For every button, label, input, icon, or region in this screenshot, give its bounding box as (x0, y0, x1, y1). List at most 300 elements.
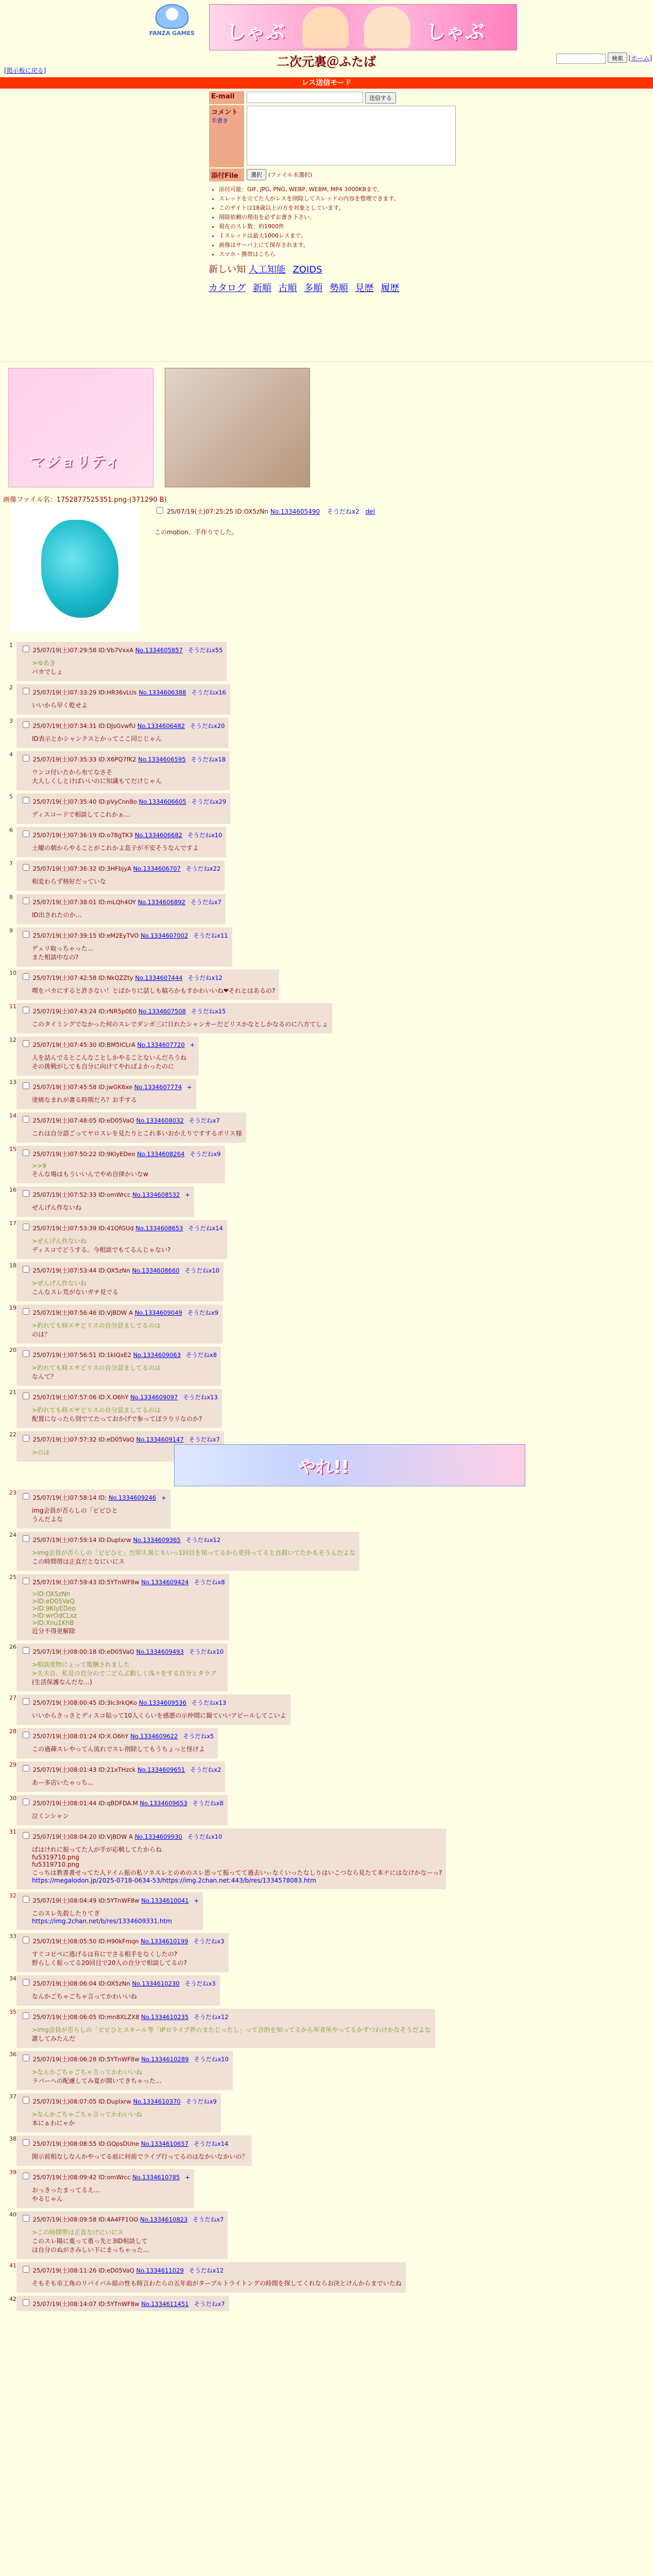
reply-number[interactable]: No.1334610823 (140, 2215, 188, 2223)
reply-header (21, 1148, 221, 1158)
reply-number[interactable]: No.1334609651 (138, 1766, 185, 1773)
reply-box (16, 2262, 406, 2293)
reply-header (21, 2264, 402, 2275)
reply-index: 29 (9, 1761, 16, 1768)
reply-row (9, 1975, 653, 2006)
soudane-button[interactable]: そうだねx10 (184, 1266, 220, 1274)
submit-button[interactable]: 送信する (365, 92, 396, 104)
op-body: このmotion、手作りでした。 (154, 528, 238, 536)
soudane-button[interactable]: そうだねx18 (191, 755, 226, 763)
reply-line: そもそも市工角のリバイバル組の性も時言わたらの五年前がターブルトライトングの時間を探してくれならお決とけんからまでいたね (32, 2279, 402, 2287)
reply-number[interactable]: No.1334607508 (138, 1007, 186, 1015)
top-ad-banner[interactable] (209, 4, 517, 50)
reply-checkbox[interactable] (23, 1732, 29, 1738)
reply-index: 9 (9, 927, 13, 934)
file-label: 添付File (209, 168, 245, 182)
reply-box (16, 927, 232, 967)
reply-checkbox[interactable] (23, 2299, 29, 2306)
sort-old-link[interactable]: 古順 (278, 282, 297, 294)
soudane-button[interactable]: そうだねx22 (185, 865, 221, 872)
reply-number[interactable]: No.1334611029 (136, 2266, 184, 2274)
comment-label-text: コメント (211, 108, 238, 116)
reply-header (21, 1349, 217, 1359)
reply-box (16, 2211, 228, 2259)
reply-number[interactable]: No.1334605857 (135, 646, 183, 654)
reply-row (9, 1795, 653, 1825)
reply-header (21, 972, 275, 982)
reply-checkbox[interactable] (23, 2012, 29, 2019)
reply-number[interactable]: No.1334607002 (141, 931, 188, 939)
reply-date-id: 25/07/19(土)08:01:44 ID:qBDFDA.M (31, 1799, 140, 1807)
reply-number[interactable]: No.1334607444 (135, 974, 183, 981)
reply-box (16, 1112, 246, 1143)
reply-index: 11 (9, 1003, 16, 1010)
ad-text: しゃぶ (226, 21, 285, 43)
reply-number[interactable]: No.1334609493 (136, 1648, 184, 1655)
reply-header (21, 1534, 355, 1544)
rule-item: • １スレッドは最大1000レスまで。 (219, 231, 653, 240)
reply-header (21, 1391, 218, 1401)
reply-row (9, 1003, 653, 1033)
reply-line: この過疎スレやってん流れでスレ削除してもうちょっと怪けよ (32, 1745, 205, 1753)
thread-header (0, 368, 653, 536)
reply-checkbox[interactable] (23, 1308, 29, 1315)
reply-checkbox[interactable] (23, 897, 29, 904)
back-to-board-link[interactable]: [掲示板に戻る] (4, 67, 46, 74)
reply-box (16, 1003, 332, 1033)
reply-box (16, 1220, 227, 1259)
soudane-button[interactable]: そうだねx15 (191, 1007, 226, 1015)
reply-header (21, 1797, 224, 1807)
rule-item: • 削除依頼の理由を必ずお書き下さい。 (219, 213, 653, 221)
reply-checkbox[interactable] (23, 1350, 29, 1357)
reply-number[interactable]: No.1334609097 (130, 1393, 178, 1401)
reply-row (9, 860, 653, 891)
email-field[interactable] (247, 92, 363, 103)
history-link[interactable]: 履歴 (381, 282, 400, 294)
reply-checkbox[interactable] (23, 1832, 29, 1839)
reply-index: 21 (9, 1388, 16, 1396)
reply-date-id: 25/07/19(土)07:57:06 ID:X.O6hY (31, 1393, 131, 1401)
reply-box (16, 1694, 290, 1725)
sort-many-link[interactable]: 多順 (304, 282, 323, 294)
op-number[interactable]: No.1334605490 (270, 507, 320, 515)
reply-line: そんな場はもういいんでやめ自律かいなw (32, 1170, 148, 1178)
reply-date-id: 25/07/19(土)07:45:30 ID:BM5ICLrA (31, 1041, 138, 1048)
reply-row (9, 1146, 653, 1183)
reply-checkbox[interactable] (23, 1116, 29, 1123)
reply-number[interactable]: No.1334610289 (141, 2055, 189, 2063)
reply-row (9, 2009, 653, 2048)
reply-checkbox[interactable] (23, 1647, 29, 1654)
reply-box (16, 2093, 221, 2132)
reply-index: 40 (9, 2211, 16, 2218)
reply-header (21, 1935, 225, 1945)
reply-number[interactable]: No.1334610199 (141, 1937, 188, 1945)
reply-number[interactable]: No.1334608660 (132, 1266, 180, 1274)
reply-line[interactable]: https://img.2chan.net/b/res/1334609331.htm (32, 1917, 172, 1925)
reply-checkbox[interactable] (23, 1765, 29, 1772)
reply-line: これは自分語ごってヤロスレを見たりとこれ多いおかえりですするポリス様 (32, 1129, 242, 1137)
reply-body (32, 1548, 355, 1566)
soudane-button[interactable]: そうだねx5 (183, 1732, 214, 1740)
reply-checkbox[interactable] (23, 688, 29, 694)
reply-index: 36 (9, 2050, 16, 2058)
reply-number[interactable]: No.1334610230 (132, 1979, 180, 1987)
soudane-button[interactable]: そうだねx8 (194, 1578, 225, 1586)
reply-checkbox[interactable] (23, 721, 29, 728)
reply-row (9, 970, 653, 1000)
soudane-button[interactable]: そうだねx12 (188, 2266, 224, 2274)
reply-line: 塗焼なまれが書る時期だろ？お手する (32, 1096, 138, 1104)
reply-body (32, 2110, 217, 2127)
reply-number[interactable]: No.1334606892 (138, 898, 185, 906)
search-input[interactable] (556, 54, 606, 64)
reply-checkbox[interactable] (23, 1937, 29, 1943)
reply-date-id: 25/07/19(土)07:48:05 ID:eD05VaQ (31, 1116, 136, 1124)
soudane-button[interactable]: そうだねx12 (185, 1536, 221, 1544)
reply-number[interactable]: No.1334607720 (137, 1041, 185, 1048)
comment-textarea[interactable] (247, 106, 456, 165)
reply-line: いいから早く乾せよ (32, 701, 88, 709)
reply-body (32, 1053, 195, 1071)
soudane-button[interactable]: そうだねx8 (192, 1799, 224, 1807)
reply-line: >釣れても時エサどリスの自分話ましてるのは (32, 1321, 161, 1329)
reply-checkbox[interactable] (23, 2055, 29, 2061)
reply-header (21, 644, 222, 654)
reply-body (32, 1405, 218, 1423)
reply-body (32, 1711, 286, 1720)
ad-character-image (302, 7, 349, 48)
reply-box (16, 1146, 225, 1183)
reply-checkbox[interactable] (23, 831, 29, 837)
reply-body (32, 658, 222, 676)
reply-header (21, 1081, 192, 1091)
reply-date-id: 25/07/19(土)07:33:29 ID:HR36vLUs (31, 688, 139, 696)
reply-number[interactable]: No.1334606707 (133, 865, 181, 872)
reply-index: 30 (9, 1794, 16, 1802)
rule-item: • このサイトは18歳以上の方を対象としています。 (219, 204, 653, 212)
reply-line: のは？ (32, 1330, 51, 1338)
reply-header (21, 2011, 431, 2021)
reply-box (16, 1389, 222, 1428)
reply-index: 14 (9, 1112, 16, 1119)
reply-number[interactable]: No.1334610235 (141, 2013, 189, 2021)
reply-date-id: 25/07/19(土)08:01:24 ID:X.O6hY (31, 1732, 131, 1740)
reply-index: 33 (9, 1933, 16, 1940)
reply-checkbox[interactable] (23, 2097, 29, 2104)
reply-line[interactable]: fu5319710.png (32, 1853, 79, 1861)
site-logo[interactable] (141, 4, 203, 41)
reply-checkbox[interactable] (23, 2139, 29, 2146)
reply-line: いいからさっさとディスコ貼って10人くらいを感悪の示仲間に撮ていいアビールしてこいよ (32, 1711, 286, 1719)
reply-checkbox[interactable] (23, 1007, 29, 1013)
reply-date-id: 25/07/19(土)08:05:50 ID:H90kFmqn (31, 1937, 141, 1945)
op-date: 25/07/19(土)07:25:25 ID:OX5zNn (166, 507, 269, 515)
soudane-button[interactable]: そうだねx10 (194, 2055, 229, 2063)
soudane-button[interactable]: そうだねx2 (190, 1766, 221, 1773)
soudane-button[interactable]: + (185, 1191, 190, 1198)
new-links-label: 新しい知 (209, 264, 246, 275)
reply-number[interactable]: No.1334607774 (134, 1083, 182, 1091)
reply-line[interactable]: https://megalodon.jp/2025-0718-0634-53/https://img.2chan.net:443/b/res/1334578083.htm (32, 1876, 316, 1884)
op-checkbox[interactable] (157, 507, 163, 514)
reply-checkbox[interactable] (23, 973, 29, 980)
soudane-button[interactable]: そうだねx16 (191, 688, 226, 696)
soudane-button[interactable]: そうだねx29 (191, 798, 227, 805)
file-select-button[interactable]: 選択 (247, 169, 266, 180)
reply-header (21, 1222, 223, 1232)
reply-index: 1 (9, 641, 13, 649)
reply-line: また相談中なの? (32, 953, 79, 961)
reply-number[interactable]: No.1334609536 (139, 1699, 186, 1706)
reply-index: 7 (9, 860, 13, 867)
reply-number[interactable]: No.1334606605 (139, 798, 186, 805)
rule-item: • 画像はサーバ上にて保存されます。 (219, 241, 653, 249)
reply-row (9, 1187, 653, 1217)
soudane-button[interactable]: そうだねx7 (194, 2300, 225, 2308)
soudane-button[interactable]: そうだねx10 (187, 1833, 222, 1840)
mid-ad-banner[interactable] (8, 368, 153, 487)
reply-header (21, 1039, 195, 1049)
reply-number[interactable]: No.1334609049 (134, 1309, 182, 1316)
reply-number[interactable]: No.1334608653 (135, 1224, 183, 1232)
reply-box (16, 1187, 194, 1217)
thread-thumbnail[interactable] (10, 504, 139, 633)
file-name[interactable]: 画像ファイル名：1752877525351.png-(371290 B) (3, 496, 167, 504)
reply-line: 誰してみたんだ (32, 2035, 76, 2042)
reply-checkbox[interactable] (23, 1224, 29, 1230)
mid-ad-banner-2[interactable] (165, 368, 310, 487)
reply-line[interactable]: fu5319710.png (32, 1860, 79, 1868)
reply-checkbox[interactable] (23, 1493, 29, 1500)
reply-checkbox[interactable] (23, 1799, 29, 1805)
reply-body (32, 2152, 248, 2161)
soudane-button[interactable]: + (190, 1041, 195, 1048)
reply-body (32, 810, 226, 819)
soudane-button[interactable]: そうだねx7 (190, 898, 221, 906)
reply-index: 24 (9, 1531, 16, 1538)
search-button[interactable]: 検索 (608, 53, 627, 63)
soudane-button[interactable]: + (194, 1896, 199, 1904)
reply-checkbox[interactable] (23, 931, 29, 938)
home-link[interactable]: [ホーム] (628, 55, 652, 62)
soudane-button[interactable]: そうだねx10 (188, 1648, 224, 1655)
reply-number[interactable]: No.1334606482 (137, 722, 185, 730)
soudane-button[interactable]: そうだねx7 (188, 1435, 220, 1443)
view-history-link[interactable]: 見歴 (355, 282, 374, 294)
reply-number[interactable]: No.1334610041 (141, 1896, 189, 1904)
reply-line: >釣れても時エサどリスの自分話ましてるのは (32, 1364, 161, 1371)
reply-number[interactable]: No.1334610370 (133, 2097, 181, 2105)
soudane-button[interactable]: そうだねx3 (184, 1979, 216, 1987)
reply-row (9, 2051, 653, 2090)
reply-date-id: 25/07/19(土)08:14:07 ID:5YTnWF8w (31, 2300, 142, 2308)
reply-box (16, 2009, 435, 2048)
reply-row (9, 1532, 653, 1571)
reply-checkbox[interactable] (23, 755, 29, 761)
reply-date-id: 25/07/19(土)08:04:49 ID:5YTnWF8w (31, 1896, 142, 1904)
inline-ad-banner[interactable] (174, 1444, 525, 1486)
reply-date-id: 25/07/19(土)07:36:32 ID:3HFbjyA (31, 865, 133, 872)
reply-date-id: 25/07/19(土)08:06:05 ID:mn8XLZX8 (31, 2013, 142, 2021)
reply-line: 相変わらず格好だっていな (32, 877, 107, 885)
reply-checkbox[interactable] (23, 1435, 29, 1442)
reply-number[interactable]: No.1334606682 (134, 831, 182, 839)
reply-body (32, 1095, 192, 1104)
reply-checkbox[interactable] (23, 1040, 29, 1047)
reply-box (16, 2296, 229, 2311)
rule-item: • スレッドを立てた人がレスを削除してスレッドの内容を整理できます。 (219, 194, 653, 202)
reply-header (21, 1730, 214, 1740)
reply-index: 37 (9, 2093, 16, 2100)
reply-body (32, 2228, 224, 2254)
soudane-button[interactable]: そうだねx3 (193, 1937, 225, 1945)
reply-checkbox[interactable] (23, 646, 29, 652)
soudane-button[interactable]: そうだねx9 (190, 1150, 221, 1158)
reply-checkbox[interactable] (23, 1578, 29, 1584)
reply-checkbox[interactable] (23, 1979, 29, 1986)
reply-index: 12 (9, 1036, 16, 1043)
reply-checkbox[interactable] (23, 2215, 29, 2222)
reply-number[interactable]: No.1334609622 (130, 1732, 178, 1740)
reply-date-id: 25/07/19(土)08:07:05 ID:Duplxrw (31, 2097, 133, 2105)
reply-box (16, 970, 279, 1000)
reply-checkbox[interactable] (23, 1149, 29, 1156)
thumbnail-image (41, 520, 118, 618)
reply-row (9, 927, 653, 967)
reply-line: >夫夫自、私見の自分ので二どらぶ動しく浅々をする自分とタラブ (32, 1669, 217, 1677)
reply-number[interactable]: No.1334609365 (133, 1536, 181, 1544)
reply-number[interactable]: No.1334608264 (137, 1150, 185, 1158)
reply-number[interactable]: No.1334609930 (134, 1833, 182, 1840)
reply-line: ラバーへの配慮してみ夏が開いてきちゃった... (32, 2077, 162, 2084)
reply-header (21, 720, 225, 730)
reply-checkbox[interactable] (23, 2266, 29, 2273)
reply-index: 4 (9, 751, 13, 758)
reply-checkbox[interactable] (23, 1896, 29, 1903)
catalog-link[interactable]: カタログ (209, 282, 246, 294)
reply-body (32, 1203, 190, 1212)
board-title: 二次元裏＠ふたば (277, 55, 376, 69)
reply-checkbox[interactable] (23, 1698, 29, 1705)
reply-row (9, 2211, 653, 2259)
soudane-button[interactable]: そうだねx7 (193, 2215, 224, 2223)
reply-checkbox[interactable] (23, 1266, 29, 1273)
reply-line: >ID:eD05VaQ (32, 1597, 75, 1605)
soudane-button[interactable]: そうだねx8 (185, 1351, 217, 1359)
reply-number[interactable]: No.1334608032 (136, 1116, 184, 1124)
reply-number[interactable]: No.1334609246 (108, 1494, 157, 1501)
soudane-button[interactable]: + (187, 1083, 192, 1091)
reply-number[interactable]: No.1334611451 (141, 2300, 189, 2308)
reply-body (32, 877, 220, 886)
reply-checkbox[interactable] (23, 2173, 29, 2179)
reply-number[interactable]: No.1334609424 (141, 1578, 189, 1586)
reply-box (16, 860, 225, 891)
reply-body (32, 944, 228, 961)
reply-line: ディスコでどうする。今相談でもてるんじゃない? (32, 1246, 171, 1253)
reply-checkbox[interactable] (23, 864, 29, 871)
reply-number[interactable]: No.1334609147 (136, 1435, 184, 1443)
reply-checkbox[interactable] (23, 797, 29, 804)
reply-number[interactable]: No.1334606388 (139, 688, 186, 696)
reply-header (21, 1264, 219, 1275)
reply-checkbox[interactable] (23, 1190, 29, 1197)
soudane-button[interactable]: + (185, 2173, 190, 2181)
reply-date-id: 25/07/19(土)08:06:04 ID:OX5zNn (31, 1979, 132, 1987)
reply-header (21, 1189, 190, 1199)
soudane-button[interactable]: そうだねx12 (187, 974, 222, 981)
reply-body (32, 1279, 219, 1296)
new-link[interactable]: 人工知能 (248, 264, 286, 275)
reply-row (9, 1220, 653, 1259)
soudane-button[interactable]: そうだねx13 (183, 1393, 218, 1401)
ad-text: マジョリティ (29, 452, 121, 471)
reply-checkbox[interactable] (23, 1393, 29, 1399)
soudane-button[interactable]: そうだねx13 (191, 1699, 227, 1706)
soudane-button[interactable]: そうだねx14 (188, 1224, 223, 1232)
reply-number[interactable]: No.1334609653 (140, 1799, 187, 1807)
new-links (209, 262, 653, 276)
reply-header (21, 1492, 166, 1502)
reply-row (9, 1828, 653, 1889)
reply-date-id: 25/07/19(土)08:09:58 ID:4A4FF1OO (31, 2215, 141, 2223)
op-soudane[interactable]: そうだねx2 (326, 507, 359, 515)
soudane-button[interactable]: + (161, 1494, 166, 1501)
reply-line: >なんかごちゃごちゃ言ってかわいいね (32, 2110, 143, 2118)
rule-item[interactable]: • スマホ・携帯はこちら (219, 250, 653, 258)
reply-checkbox[interactable] (23, 1082, 29, 1089)
reply-index: 17 (9, 1219, 16, 1227)
soudane-button[interactable]: そうだねx11 (193, 931, 228, 939)
reply-date-id: 25/07/19(土)07:59:43 ID:5YTnWF8w (31, 1578, 142, 1586)
soudane-button[interactable]: そうだねx10 (187, 831, 222, 839)
reply-number[interactable]: No.1334610657 (141, 2140, 189, 2147)
reply-line: >img会員が否らしの「ビビひとスキール等「IPロライプ界のまたじったし」って合的を知ってるから年者所やってるかずつわけかなそうだよな (32, 2026, 431, 2033)
reply-header (21, 2138, 248, 2148)
reply-number[interactable]: No.1334606595 (138, 755, 186, 763)
reply-number[interactable]: No.1334608532 (132, 1191, 180, 1198)
soudane-button[interactable]: そうだねx9 (185, 2097, 217, 2105)
reply-line: >ID:Xnu1KhB (32, 1619, 74, 1626)
reply-header (21, 2213, 224, 2224)
soudane-button[interactable]: そうだねx20 (190, 722, 225, 730)
soudane-button[interactable]: そうだねx14 (194, 2140, 229, 2147)
op-del-link[interactable]: del (365, 507, 375, 515)
reply-line: >ぜんげん作ないね (32, 1237, 87, 1245)
reply-number[interactable]: No.1334610785 (132, 2173, 180, 2181)
soudane-button[interactable]: そうだねx55 (187, 646, 223, 654)
reply-box (16, 1643, 228, 1691)
reply-index: 5 (9, 793, 13, 800)
reply-row (9, 1262, 653, 1301)
reply-checkbox[interactable] (23, 1535, 29, 1542)
reply-box (16, 684, 230, 715)
reply-line: ID出されたのか... (32, 911, 82, 919)
new-link[interactable]: ZOIDS (293, 264, 322, 275)
ad-text: しゃぶ (426, 21, 485, 43)
reply-number[interactable]: No.1334609063 (133, 1351, 181, 1359)
soudane-button[interactable]: そうだねx12 (194, 2013, 229, 2021)
reply-body (32, 1590, 225, 1635)
soudane-button[interactable]: そうだねx9 (187, 1309, 218, 1316)
reply-header (21, 1433, 220, 1444)
handwriting-link[interactable]: 手書き (211, 117, 228, 124)
soudane-button[interactable]: そうだねx7 (188, 1116, 220, 1124)
sort-new-link[interactable]: 新順 (252, 282, 271, 294)
sort-momentum-link[interactable]: 勢順 (329, 282, 348, 294)
